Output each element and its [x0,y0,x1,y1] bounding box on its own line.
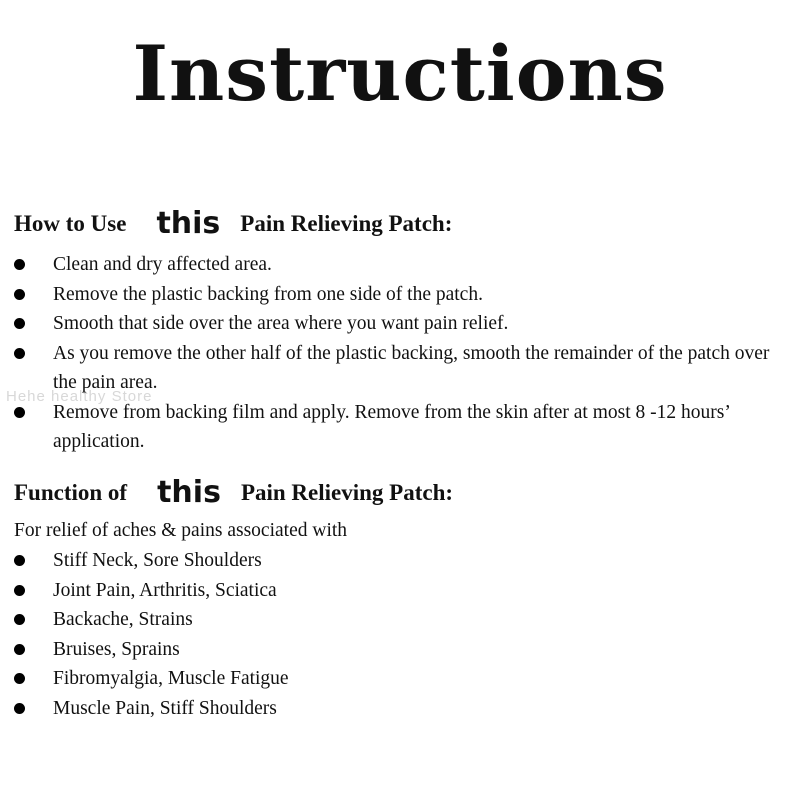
function-heading-this: this [157,475,221,510]
list-item [0,309,800,339]
bullet-icon [14,259,25,270]
function-heading-left: Function of [14,480,128,505]
function-heading [14,473,453,508]
function-text: Joint Pain, Arthritis, Sciatica [53,579,277,601]
list-item [0,398,800,457]
how-to-use-heading-right: Pain Relieving Patch: [240,211,453,236]
function-text: Backache, Strains [53,609,193,630]
list-item [0,605,800,635]
list-item [0,280,800,310]
list-item [0,694,800,724]
function-intro: For relief of aches & pains associated with [14,520,348,541]
how-to-use-heading-left: How to Use [14,211,127,236]
function-text: Stiff Neck, Sore Shoulders [53,550,262,571]
bullet-icon [14,673,25,684]
list-item [0,664,800,694]
list-item [0,250,800,280]
how-to-use-heading [14,204,452,239]
step-text: As you remove the other half of the plastic backing, smooth the remainder of the patch over the pain area. [53,342,770,393]
bullet-icon [14,614,25,625]
page-title: Instructions [132,29,668,118]
step-text: Remove from backing film and apply. Remove from the skin after at most 8 -12 hours’ application. [53,401,730,452]
list-item [0,546,800,576]
function-text: Bruises, Sprains [53,638,180,660]
function-heading-right: Pain Relieving Patch: [240,480,454,505]
how-to-use-heading-this: this [156,206,221,241]
step-text: Clean and dry affected area. [53,254,272,275]
bullet-icon [14,703,25,714]
function-text: Fibromyalgia, Muscle Fatigue [53,668,289,689]
function-items [0,546,800,723]
bullet-icon [14,289,25,300]
store-watermark: Hehe healthy Store [6,388,153,405]
list-item [0,576,800,606]
list-item [0,339,800,398]
bullet-icon [14,407,25,418]
bullet-icon [14,585,25,596]
bullet-icon [14,348,25,359]
how-to-use-steps [0,250,800,457]
step-text: Smooth that side over the area where you want pain relief. [53,313,509,334]
list-item [0,635,800,665]
bullet-icon [14,318,25,329]
function-text: Muscle Pain, Stiff Shoulders [53,697,277,719]
bullet-icon [14,644,25,655]
step-text: Remove the plastic backing from one side of the patch. [53,283,483,305]
bullet-icon [14,555,25,566]
